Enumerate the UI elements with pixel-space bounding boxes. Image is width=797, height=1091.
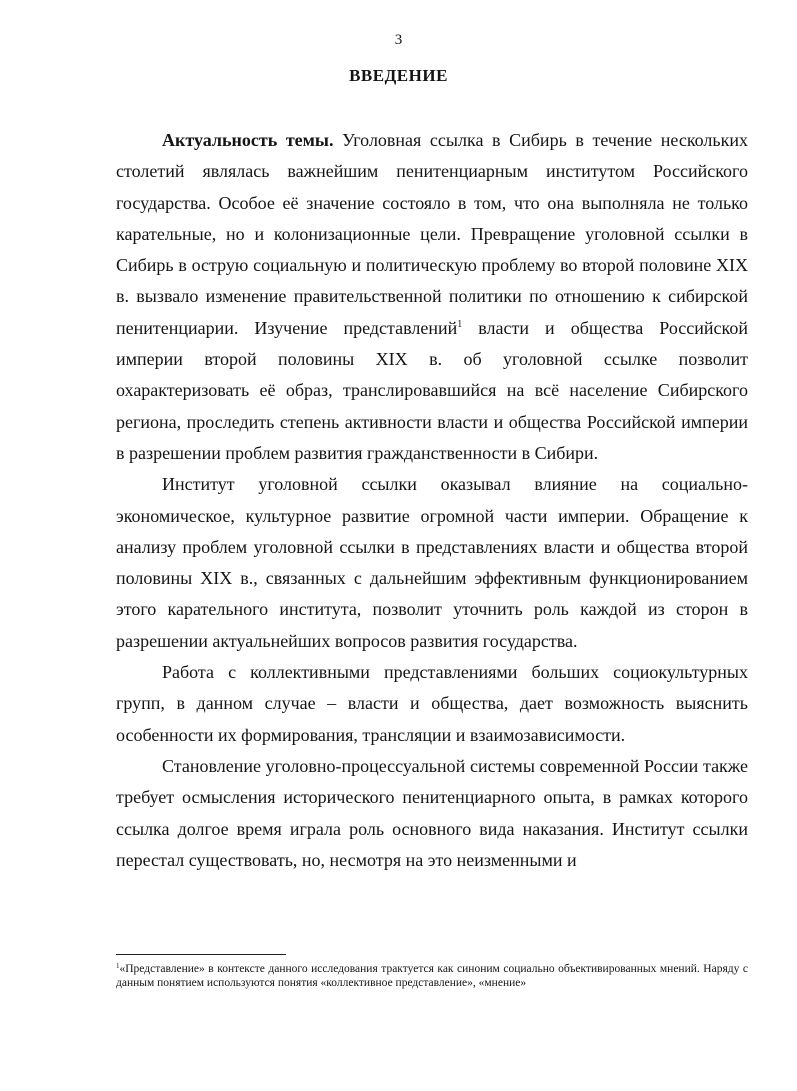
page-heading: ВВЕДЕНИЕ: [349, 66, 448, 85]
footnote-text: «Представление» в контексте данного исследования трактуется как синоним социально объективированных мнений. Наряду с данным понятием используются понятия «коллективное представление», «мнение»: [116, 963, 748, 989]
footnote-reference: 1: [457, 318, 463, 330]
body-text: [116, 125, 748, 876]
paragraph-relevance: [116, 125, 748, 469]
paragraph-lead: Актуальность темы.: [162, 130, 334, 150]
paragraph-text: власти и общества Российской империи второй половины XIX в. об уголовной ссылке позволит охарактеризовать её образ, транслировавшийся на всё население Сибирского региона, проследить степень активности власти и общества Российской империи в разрешении проблем развития гражданственности в Сибири.: [116, 317, 748, 463]
paragraph-modern-system: Становление уголовно-процессуальной системы современной России также требует осмысления исторического пенитенциарного опыта, в рамках которого ссылка долгое время играла роль основного вида наказания. Институт ссылки перестал существовать, но, несмотря на это неизменными и: [116, 755, 748, 870]
page-number: 3: [394, 32, 403, 48]
footnote-mark: 1: [116, 962, 120, 970]
paragraph-text: Уголовная ссылка в Сибирь в течение нескольких столетий являлась важнейшим пенитенциарным институтом Российского государства. Особое её значение состояло в том, что она выполняла не только карательные, но и колонизационные цели. Превращение уголовной ссылки в Сибирь в острую социальную и политическую проблему во второй половине XIX в. вызвало изменение правительственной политики по отношению к сибирской пенитенциарии. Изучение представлений: [116, 130, 748, 338]
paragraph-representations: Работа с коллективными представлениями больших социокультурных групп, в данном случае – власти и общества, дает возможность выяснить особенности их формирования, трансляции и взаимозависимости.: [116, 662, 748, 745]
footnote-divider: [116, 954, 286, 955]
paragraph-institution: Институт уголовной ссылки оказывал влияние на социально-экономическое, культурное развитие огромной части империи. Обращение к анализу проблем уголовной ссылки в представлениях власти и общества второй половины XIX в., связанных с дальнейшим эффективным функционированием этого карательного института, позволит уточнить роль каждой из сторон в разрешении актуальнейших вопросов развития государства.: [116, 474, 748, 651]
footnote: [116, 963, 748, 990]
